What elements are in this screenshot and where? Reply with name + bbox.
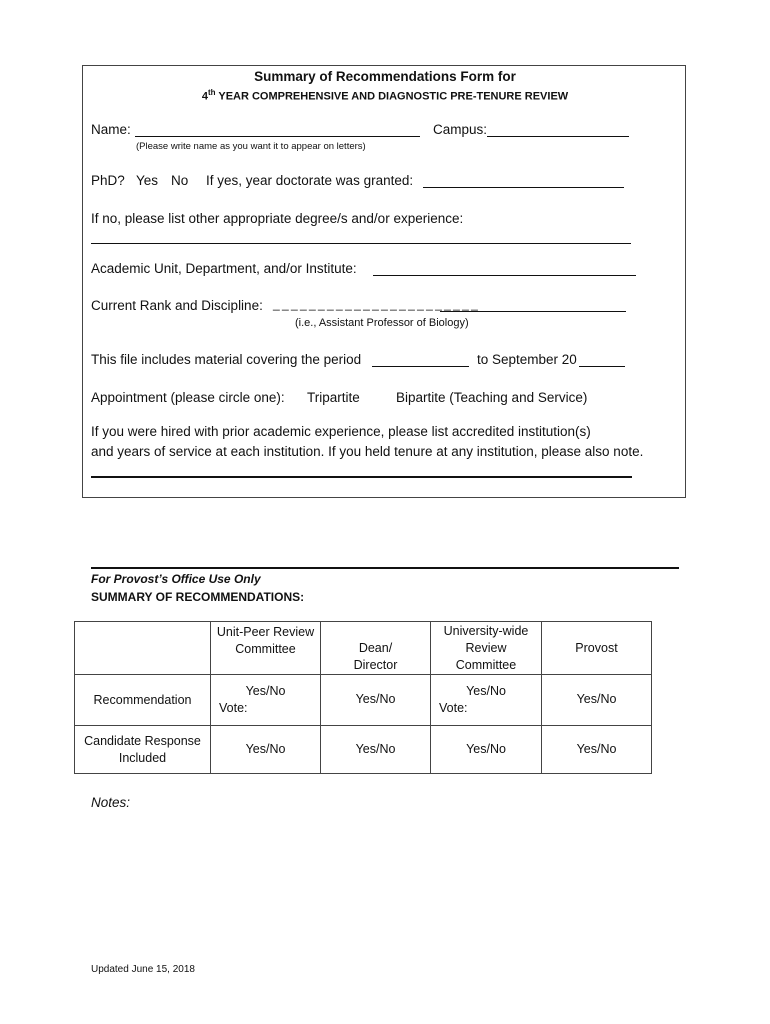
phd-year-field[interactable] (423, 187, 624, 188)
office-use-heading: For Provost’s Office Use Only (91, 572, 261, 586)
table-header-row (75, 622, 652, 675)
name-field[interactable] (135, 136, 420, 137)
phd-label: PhD? (91, 173, 125, 188)
response-label-line2: Included (118, 750, 167, 765)
response-label-line1: Candidate Response (84, 733, 201, 748)
subtitle-number: 4 (201, 90, 208, 103)
table-row-recommendation (75, 675, 652, 726)
other-degree-field[interactable] (91, 243, 631, 244)
phd-no-option[interactable]: No (171, 173, 189, 188)
appointment-bipartite[interactable]: Bipartite (Teaching and Service) (396, 390, 588, 405)
section-divider (91, 567, 679, 569)
other-degree-label: If no, please list other appropriate degree/s and/or experience: (91, 211, 464, 226)
response-unit-peer[interactable]: Yes/No (211, 726, 321, 774)
phd-year-label: If yes, year doctorate was granted: (206, 173, 414, 188)
phd-yes-option[interactable]: Yes (136, 173, 159, 188)
response-provost[interactable]: Yes/No (542, 726, 652, 774)
unit-label: Academic Unit, Department, and/or Institute: (91, 261, 357, 276)
header-university-line1: University-wide (443, 623, 529, 638)
prior-experience-line1: If you were hired with prior academic experience, please list accredited institution(s) (91, 424, 591, 439)
recommendation-university-choice[interactable]: Yes/No (466, 684, 506, 698)
header-unit-peer-line1: Unit-Peer Review (216, 625, 315, 639)
header-unit-peer (211, 622, 321, 675)
period-to-label: to September 20 (477, 352, 577, 367)
recommendation-unit-peer-vote[interactable]: Vote: (219, 701, 248, 715)
header-university (431, 622, 542, 675)
header-university-line3: Committee (455, 657, 517, 672)
rank-label: Current Rank and Discipline: (91, 298, 263, 313)
prior-experience-line2: and years of service at each institution. If you held tenure at any institution, please also note. (91, 444, 644, 459)
period-start-field[interactable] (372, 366, 469, 367)
table-row-response (75, 726, 652, 774)
summary-heading: SUMMARY OF RECOMMENDATIONS: (91, 590, 305, 604)
recommendation-university[interactable] (431, 675, 542, 726)
recommendation-university-vote[interactable]: Vote: (439, 701, 468, 715)
recommendation-provost[interactable]: Yes/No (542, 675, 652, 726)
rank-hint: (i.e., Assistant Professor of Biology) (295, 317, 469, 329)
header-unit-peer-line2: Committee (235, 642, 296, 656)
response-university[interactable]: Yes/No (431, 726, 542, 774)
period-year-field[interactable] (579, 366, 625, 367)
campus-label: Campus: (433, 122, 488, 137)
response-dean[interactable]: Yes/No (321, 726, 431, 774)
recommendation-unit-peer[interactable] (211, 675, 321, 726)
rank-field[interactable] (440, 311, 626, 312)
campus-field[interactable] (487, 136, 629, 137)
header-dean-line2: Director (353, 658, 398, 672)
form-subtitle (0, 88, 770, 103)
name-label: Name: (91, 122, 131, 137)
updated-date: Updated June 15, 2018 (91, 964, 195, 975)
rank-dashes: _ _ _ _ _ _ _ _ _ _ _ _ _ _ _ _ _ _ _ _ _ _ _ (273, 297, 478, 311)
header-empty-cell (75, 622, 211, 675)
period-label: This file includes material covering the period (91, 352, 362, 367)
prior-experience-field[interactable] (91, 476, 632, 478)
subtitle-text: YEAR COMPREHENSIVE AND DIAGNOSTIC PRE-TENURE REVIEW (215, 90, 569, 103)
subtitle-superscript: th (207, 88, 216, 97)
header-university-line2: Review (465, 640, 507, 655)
unit-field[interactable] (373, 275, 636, 276)
name-hint: (Please write name as you want it to appear on letters) (136, 141, 366, 152)
header-provost: Provost (542, 622, 652, 675)
header-dean-line1: Dean/ (358, 641, 393, 655)
recommendation-unit-peer-choice[interactable]: Yes/No (245, 684, 286, 698)
form-title: Summary of Recommendations Form for (254, 69, 516, 84)
response-label (75, 726, 211, 774)
notes-label: Notes: (91, 795, 131, 810)
recommendation-dean[interactable]: Yes/No (321, 675, 431, 726)
header-dean (321, 622, 431, 675)
appointment-label: Appointment (please circle one): (91, 390, 285, 405)
recommendation-label: Recommendation (75, 675, 211, 726)
recommendations-table (74, 621, 652, 774)
appointment-tripartite[interactable]: Tripartite (307, 390, 360, 405)
